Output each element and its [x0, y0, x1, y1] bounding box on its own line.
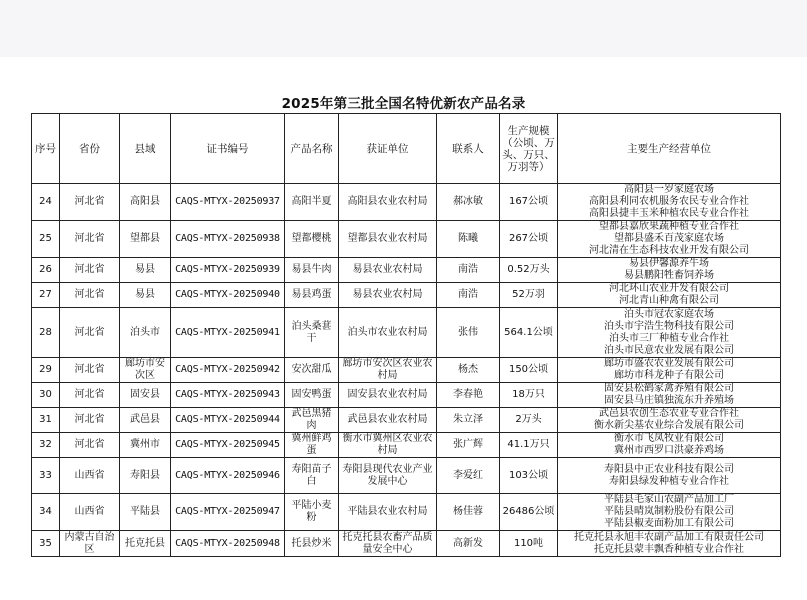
- row-number: 31: [32, 408, 60, 433]
- province-cell: 河北省: [60, 383, 120, 408]
- contact-person-cell: 张广辉: [437, 433, 500, 458]
- operating-units-cell: [558, 531, 781, 557]
- production-scale-cell: 564.1公顷: [500, 308, 558, 358]
- certificate-number-cell: CAQS-MTYX-20250944: [171, 408, 285, 433]
- operating-unit: 易县鹏阳牲畜饲养场: [624, 270, 714, 281]
- operating-unit: 河北青山种禽有限公司: [619, 295, 719, 306]
- header-col-no: 序号: [32, 114, 60, 184]
- certificate-number-cell: CAQS-MTYX-20250939: [171, 258, 285, 283]
- county-cell: 固安县: [120, 383, 171, 408]
- certificate-number-cell: CAQS-MTYX-20250941: [171, 308, 285, 358]
- operating-unit: 高阳县利同农机服务农民专业合作社: [589, 196, 749, 207]
- certificate-number-cell: CAQS-MTYX-20250946: [171, 458, 285, 494]
- contact-person-cell: 李爱红: [437, 458, 500, 494]
- certificate-number-cell: CAQS-MTYX-20250948: [171, 531, 285, 557]
- certified-unit-cell: 托克托县农畜产品质量安全中心: [339, 531, 437, 557]
- top-band: [0, 0, 807, 57]
- contact-person-cell: 南浩: [437, 283, 500, 308]
- operating-unit: 易县伊馨源养牛场: [629, 258, 709, 269]
- contact-person-cell: 高新发: [437, 531, 500, 557]
- row-number: 35: [32, 531, 60, 557]
- operating-unit: 平陆县晴岚制粉股份有限公司: [604, 506, 734, 517]
- county-cell: 武邑县: [120, 408, 171, 433]
- operating-unit: 衡水市飞凤牧业有限公司: [614, 433, 724, 444]
- production-scale-cell: 52万羽: [500, 283, 558, 308]
- county-cell: 易县: [120, 283, 171, 308]
- province-cell: 山西省: [60, 494, 120, 531]
- county-cell: 廊坊市安次区: [120, 358, 171, 383]
- table-row: [32, 221, 781, 258]
- product-name-cell: 托县炒米: [285, 531, 339, 557]
- table-row: [32, 458, 781, 494]
- certified-unit-cell: 望都县农业农村局: [339, 221, 437, 258]
- operating-units-cell: [558, 184, 781, 221]
- row-number: 33: [32, 458, 60, 494]
- county-cell: 平陆县: [120, 494, 171, 531]
- operating-unit: 固安县马庄镇独流东升养殖场: [604, 395, 734, 406]
- table-row: [32, 408, 781, 433]
- operating-units-cell: [558, 494, 781, 531]
- product-name-cell: 安次甜瓜: [285, 358, 339, 383]
- county-cell: 望都县: [120, 221, 171, 258]
- certified-unit-cell: 衡水市冀州区农业农村局: [339, 433, 437, 458]
- product-name-cell: 固安鸭蛋: [285, 383, 339, 408]
- row-number: 32: [32, 433, 60, 458]
- province-cell: 河北省: [60, 308, 120, 358]
- certified-unit-cell: 高阳县农业农村局: [339, 184, 437, 221]
- table-body: [32, 184, 781, 557]
- production-scale-cell: 2万头: [500, 408, 558, 433]
- operating-unit: 平陆县椒麦面粉加工有限公司: [604, 518, 734, 529]
- operating-units-cell: [558, 433, 781, 458]
- table-row: [32, 383, 781, 408]
- operating-units-cell: [558, 383, 781, 408]
- county-cell: 易县: [120, 258, 171, 283]
- certificate-number-cell: CAQS-MTYX-20250937: [171, 184, 285, 221]
- province-cell: 河北省: [60, 433, 120, 458]
- operating-units-cell: [558, 308, 781, 358]
- production-scale-cell: 41.1万只: [500, 433, 558, 458]
- operating-unit: 高阳县捷丰玉米种植农民专业合作社: [589, 208, 749, 219]
- operating-units-cell: [558, 458, 781, 494]
- catalog-table: [31, 113, 781, 557]
- operating-unit: 托克托县蒙丰飘香种植专业合作社: [594, 543, 744, 555]
- row-number: 25: [32, 221, 60, 258]
- province-cell: 内蒙古自治区: [60, 531, 120, 557]
- province-cell: 河北省: [60, 258, 120, 283]
- county-cell: 泊头市: [120, 308, 171, 358]
- operating-unit: 河北清在生态科技农业开发有限公司: [589, 245, 749, 256]
- operating-unit: 泊头市民意农业发展有限公司: [604, 344, 734, 356]
- operating-units-cell: [558, 258, 781, 283]
- operating-unit: 寿阳县绿发种植专业合作社: [609, 475, 729, 487]
- header-col-ops: 主要生产经营单位: [558, 114, 781, 184]
- operating-unit: 廊坊市盛农农业发展有限公司: [604, 358, 734, 369]
- operating-unit: 河北环山农业开发有限公司: [609, 283, 729, 294]
- certified-unit-cell: 易县农业农村局: [339, 258, 437, 283]
- operating-unit: 冀州市西罗口洪豪养鸡场: [614, 445, 724, 456]
- production-scale-cell: 0.52万头: [500, 258, 558, 283]
- production-scale-cell: 18万只: [500, 383, 558, 408]
- table-row: [32, 531, 781, 557]
- county-cell: 冀州市: [120, 433, 171, 458]
- certificate-number-cell: CAQS-MTYX-20250943: [171, 383, 285, 408]
- product-name-cell: 易县牛肉: [285, 258, 339, 283]
- operating-unit: 高阳县一岁家庭农场: [624, 184, 714, 195]
- table-row: [32, 184, 781, 221]
- header-col-contact: 联系人: [437, 114, 500, 184]
- certified-unit-cell: 廊坊市安次区农业农村局: [339, 358, 437, 383]
- operating-unit: 廊坊市科龙种子有限公司: [614, 370, 724, 381]
- product-name-cell: 冀州鲜鸡蛋: [285, 433, 339, 458]
- certificate-number-cell: CAQS-MTYX-20250947: [171, 494, 285, 531]
- contact-person-cell: 杨佳蓉: [437, 494, 500, 531]
- production-scale-cell: 26486公顷: [500, 494, 558, 531]
- row-number: 26: [32, 258, 60, 283]
- operating-unit: 望都县盛禾百茂家庭农场: [614, 233, 724, 244]
- operating-units-cell: [558, 358, 781, 383]
- contact-person-cell: 张伟: [437, 308, 500, 358]
- table-row: [32, 433, 781, 458]
- header-col-product: 产品名称: [285, 114, 339, 184]
- operating-units-cell: [558, 283, 781, 308]
- operating-unit: 固安县松鹤家禽养殖有限公司: [604, 383, 734, 394]
- product-name-cell: 易县鸡蛋: [285, 283, 339, 308]
- province-cell: 山西省: [60, 458, 120, 494]
- province-cell: 河北省: [60, 283, 120, 308]
- certified-unit-cell: 武邑县农业农村局: [339, 408, 437, 433]
- row-number: 27: [32, 283, 60, 308]
- production-scale-cell: 110吨: [500, 531, 558, 557]
- county-cell: 高阳县: [120, 184, 171, 221]
- certificate-number-cell: CAQS-MTYX-20250945: [171, 433, 285, 458]
- product-name-cell: 泊头桑葚干: [285, 308, 339, 358]
- operating-unit: 泊头市宇浩生物科技有限公司: [604, 320, 734, 332]
- header-col-province: 省份: [60, 114, 120, 184]
- product-name-cell: 望都樱桃: [285, 221, 339, 258]
- operating-unit: 平陆县毛家山农副产品加工厂: [604, 494, 734, 505]
- province-cell: 河北省: [60, 184, 120, 221]
- table-row: [32, 308, 781, 358]
- product-name-cell: 高阳半夏: [285, 184, 339, 221]
- table-row: [32, 494, 781, 531]
- row-number: 29: [32, 358, 60, 383]
- province-cell: 河北省: [60, 358, 120, 383]
- operating-unit: 衡水新尖基农业综合发展有限公司: [594, 420, 744, 431]
- operating-unit: 泊头市三厂种植专业合作社: [609, 332, 729, 344]
- product-name-cell: 武邑黑猪肉: [285, 408, 339, 433]
- row-number: 30: [32, 383, 60, 408]
- product-name-cell: 寿阳苗子白: [285, 458, 339, 494]
- product-name-cell: 平陆小麦粉: [285, 494, 339, 531]
- certificate-number-cell: CAQS-MTYX-20250938: [171, 221, 285, 258]
- contact-person-cell: 南浩: [437, 258, 500, 283]
- certified-unit-cell: 平陆县农业农村局: [339, 494, 437, 531]
- header-col-unit: 获证单位: [339, 114, 437, 184]
- document-title: 2025年第三批全国名特优新农产品名录: [281, 96, 526, 112]
- province-cell: 河北省: [60, 221, 120, 258]
- row-number: 28: [32, 308, 60, 358]
- table-row: [32, 283, 781, 308]
- table-row: [32, 258, 781, 283]
- certificate-number-cell: CAQS-MTYX-20250940: [171, 283, 285, 308]
- header-col-cert: 证书编号: [171, 114, 285, 184]
- operating-unit: 望都县嘉欣果蔬种植专业合作社: [599, 221, 739, 232]
- production-scale-cell: 167公顷: [500, 184, 558, 221]
- operating-units-cell: [558, 408, 781, 433]
- contact-person-cell: 陈曦: [437, 221, 500, 258]
- county-cell: 寿阳县: [120, 458, 171, 494]
- operating-units-cell: [558, 221, 781, 258]
- certified-unit-cell: 泊头市农业农村局: [339, 308, 437, 358]
- table-row: [32, 358, 781, 383]
- certified-unit-cell: 易县农业农村局: [339, 283, 437, 308]
- contact-person-cell: 朱立泽: [437, 408, 500, 433]
- table-header-row: [32, 114, 781, 184]
- certified-unit-cell: 固安县农业农村局: [339, 383, 437, 408]
- operating-unit: 武邑县农创生态农业专业合作社: [599, 408, 739, 419]
- certificate-number-cell: CAQS-MTYX-20250942: [171, 358, 285, 383]
- contact-person-cell: 李春艳: [437, 383, 500, 408]
- operating-unit: 泊头市冠农家庭农场: [624, 308, 714, 320]
- operating-unit: 寿阳县中正农业科技有限公司: [604, 463, 734, 475]
- header-col-county: 县域: [120, 114, 171, 184]
- header-col-scale: 生产规模（公顷、万头、万只、万羽等）: [500, 114, 558, 184]
- production-scale-cell: 267公顷: [500, 221, 558, 258]
- province-cell: 河北省: [60, 408, 120, 433]
- row-number: 24: [32, 184, 60, 221]
- production-scale-cell: 150公顷: [500, 358, 558, 383]
- row-number: 34: [32, 494, 60, 531]
- operating-unit: 托克托县永旭丰农副产品加工有限责任公司: [574, 531, 764, 543]
- production-scale-cell: 103公顷: [500, 458, 558, 494]
- contact-person-cell: 郝冰敏: [437, 184, 500, 221]
- certified-unit-cell: 寿阳县现代农业产业发展中心: [339, 458, 437, 494]
- contact-person-cell: 杨杰: [437, 358, 500, 383]
- county-cell: 托克托县: [120, 531, 171, 557]
